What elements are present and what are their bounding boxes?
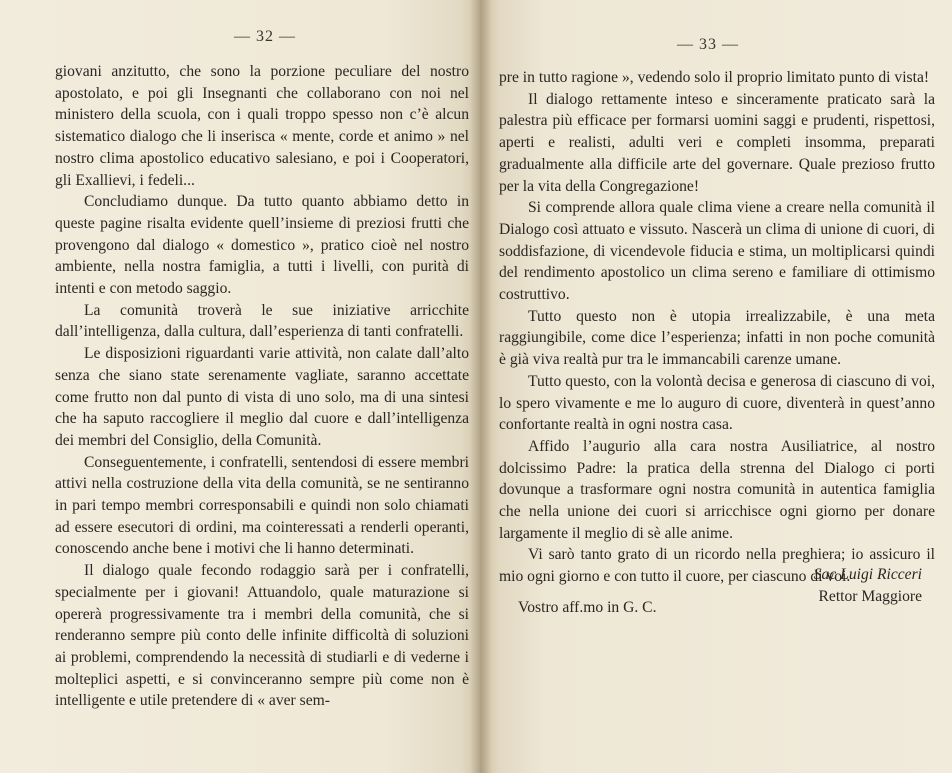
signature-name: Sac Luigi Ricceri: [813, 566, 922, 583]
paragraph: giovani anzitutto, che sono la porzione peculiare del nostro apostolato, e poi gli Insegnanti che collaborano con noi nel ministero della scuola, con i quali troppo spesso non c’è alcun sistematico dialogo che li inserisca « mente, corde et animo » nel nostro clima apostolico educativo salesiano, e poi i Cooperatori, gli Exallievi, i fedeli...: [55, 63, 469, 189]
paragraph: Vi sarò tanto grato di un ricordo nella preghiera; io assicuro il mio ogni giorno e con tutto il cuore, per ciascuno di voi.: [499, 546, 935, 586]
page-body: [499, 67, 935, 619]
closing-greeting: Vostro aff.mo in G. C.: [518, 598, 657, 616]
book-gutter: [470, 0, 492, 773]
page-body: [55, 61, 469, 712]
signature-title: Rettor Maggiore: [818, 587, 922, 605]
paragraph: Affido l’augurio alla cara nostra Ausiliatrice, al nostro dolcissimo Padre: la pratica della strenna del Dialogo ci porti dovunque a trasformare ogni nostra comunità in autentica famiglia che nella unione dei cuori si arricchisce ogni giorno per donare largamente il meglio di sè alle anime.: [499, 437, 935, 542]
paragraph: Conseguentemente, i confratelli, sentendosi di essere membri attivi nella costruzione della vita della comunità, se ne sentiranno in pari tempo membri corresponsabili e quindi non solo chiamati ad essere esecutori di ordini, ma cointeressati a renderli operanti, conoscendo anche bene i motivi che li hanno determinati.: [55, 453, 469, 558]
paragraph: Il dialogo rettamente inteso e sinceramente praticato sarà la palestra più efficace per formarsi uomini saggi e prudenti, rispettosi, aperti e realisti, adulti veri e completi insomma, preparati gradualmente alla difficile arte del governare. Quale prezioso frutto per la vita della Congregazione!: [499, 90, 935, 195]
paragraph: Tutto questo non è utopia irrealizzabile, è una meta raggiungibile, come dice l’esperienza; infatti in non poche comunità è già viva realtà pur tra le immancabili carenze umane.: [499, 307, 935, 369]
right-page: [480, 0, 952, 773]
paragraph: Si comprende allora quale clima viene a creare nella comunità il Dialogo così attuato e vissuto. Nascerà un clima di unione di cuori, di soddisfazione, di vicendevole fiducia e stima, un moltiplicarsi quindi del rendimento apostolico un clima sereno e familiare di ottimismo costruttivo.: [499, 199, 935, 304]
paragraph: pre in tutto ragione », vedendo solo il proprio limitato punto di vista!: [499, 69, 930, 86]
page-number: — 32 —: [234, 28, 296, 45]
paragraph: Le disposizioni riguardanti varie attività, non calate dall’alto senza che siano state serenamente vagliate, saranno accettate come frutto non dal punto di vista di uno solo, ma di una sintesi che ha saputo raccogliere il meglio dal cuore e dall’intelligenza dei membri del Consiglio, della Comunità.: [55, 345, 469, 449]
paragraph: La comunità troverà le sue iniziative arricchite dall’intelligenza, dalla cultura, dall’esperienza di tanti confratelli.: [55, 301, 469, 341]
page-number: — 33 —: [677, 36, 739, 53]
signature-block: [814, 564, 922, 607]
paragraph: Il dialogo quale fecondo rodaggio sarà per i confratelli, specialmente per i giovani! Attuandolo, quale maturazione si opererà progressivamente tra i membri della comunità, che si renderanno sempre più conto delle infinite difficoltà di soluzioni ai problemi, comprendendo la necessità di studiarli e di vederne i molteplici aspetti, e si convinceranno sempre più come non è intelligente e utile pretendere di « aver sem-: [55, 562, 469, 710]
paragraph: Concludiamo dunque. Da tutto quanto abbiamo detto in queste pagine risalta evidente quell’insieme di preziosi frutti che provengono dal dialogo « domestico », pratico cioè nel nostro ambiente, nella nostra famiglia, a tutti i livelli, con purità di intenti e con metodo saggio.: [55, 193, 469, 298]
paragraph: Tutto questo, con la volontà decisa e generosa di ciascuno di voi, lo spero vivamente e me lo auguro di cuore, diventerà in quest’anno confortante realtà in ogni nostra casa.: [499, 372, 935, 434]
